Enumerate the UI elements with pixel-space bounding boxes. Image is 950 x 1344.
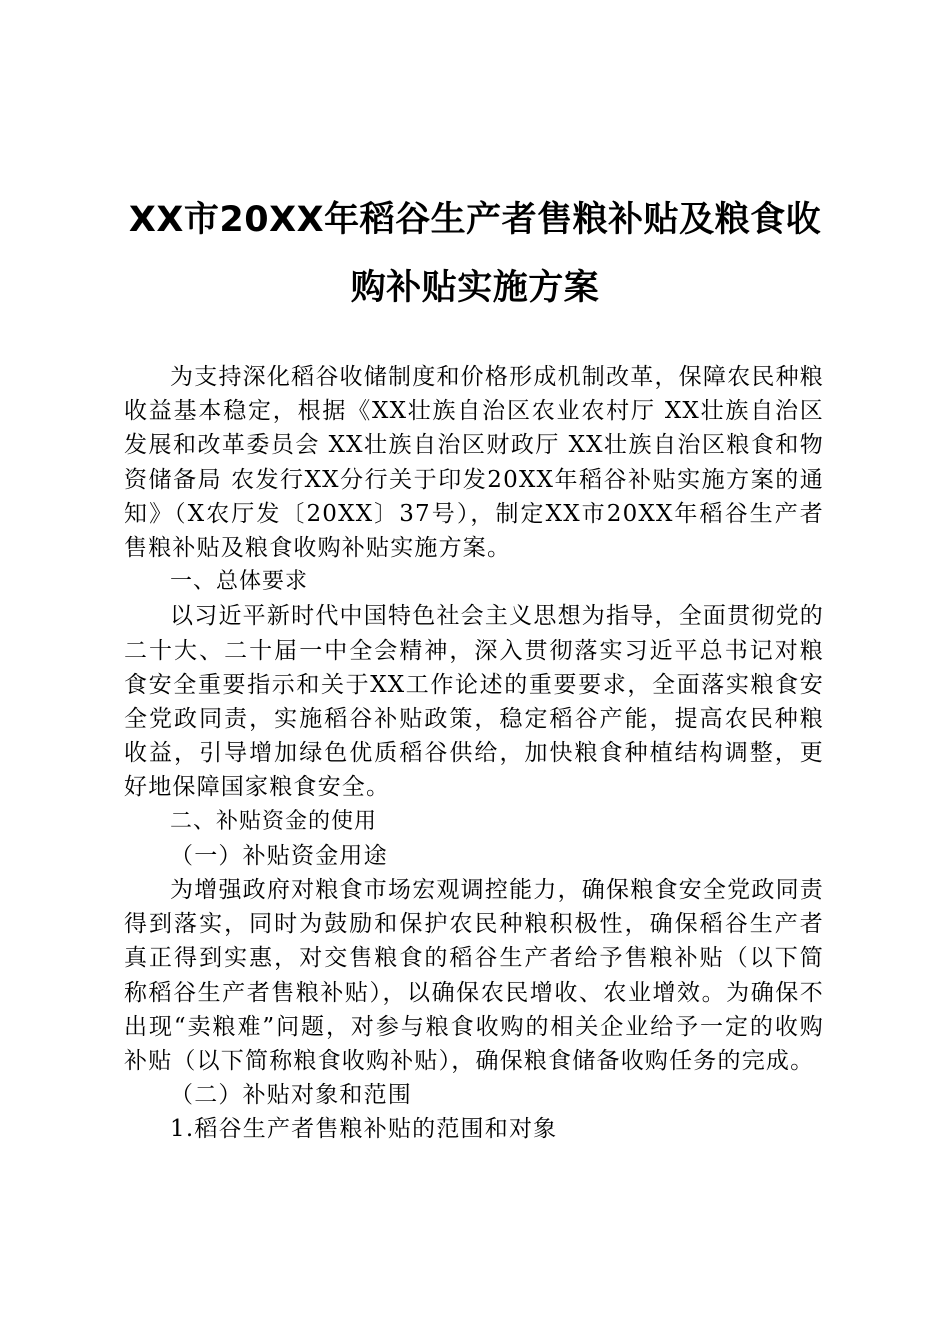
section-heading-general-requirements: 一、总体要求 — [170, 569, 309, 595]
subsection-heading-subsidy-scope: （二）补贴对象和范围 — [170, 1082, 412, 1109]
fund-purpose-paragraph: 为增强政府对粮食市场宏观调控能力，确保粮食安全党政同责得到落实，同时为鼓励和保护农民种粮积极性，确保稻谷生产者真正得到实惠，对交售粮食的稻谷生产者给予售粮补贴（以下简称稻谷生产者售粮补贴），以确保农民增收、农业增效。为确保不出现“卖粮难”问题，对参与粮食收购的相关企业给予一定的收购补贴（以下简称粮食收购补贴），确保粮食储备收购任务的完成。 — [124, 877, 824, 1075]
document-body — [124, 360, 824, 1147]
document-title-line-1: XX市20XX年稻谷生产者售粮补贴及粮食收 — [128, 200, 822, 240]
document-title-line-2: 购补贴实施方案 — [350, 268, 600, 308]
general-requirements-paragraph: 以习近平新时代中国特色社会主义思想为指导，全面贯彻党的二十大、二十届一中全会精神，深入贯彻落实习近平总书记对粮食安全重要指示和关于XX工作论述的重要要求，全面落实粮食安全党政同责，实施稻谷补贴政策，稳定稻谷产能，提高农民种粮收益，引导增加绿色优质稻谷供给，加快粮食种植结构调整，更好地保障国家粮食安全。 — [124, 603, 824, 801]
section-heading-subsidy-funds: 二、补贴资金的使用 — [170, 808, 378, 834]
intro-paragraph: 为支持深化稻谷收储制度和价格形成机制改革，保障农民种粮收益基本稳定，根据《XX壮族自治区农业农村厅 XX壮族自治区发展和改革委员会 XX壮族自治区财政厅 XX壮族自治区粮食和物资储备局 农发行XX分行关于印发20XX年稻谷补贴实施方案的通知》（X农厅发〔20XX〕37号），制定XX市20XX年稻谷生产者售粮补贴及粮食收购补贴实施方案。 — [124, 364, 824, 562]
subsection-heading-fund-purpose: （一）补贴资金用途 — [170, 842, 388, 869]
list-item-producer-subsidy-scope: 1.稻谷生产者售粮补贴的范围和对象 — [170, 1116, 558, 1143]
